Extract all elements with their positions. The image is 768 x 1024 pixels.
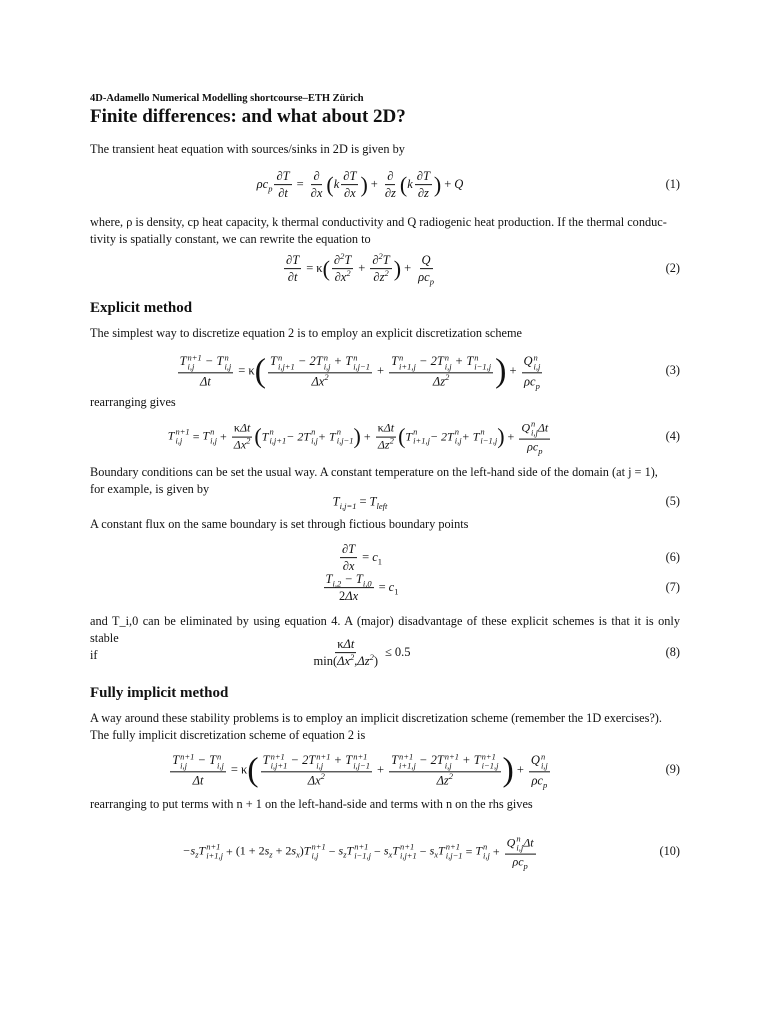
stability-paragraph: and T_i,0 can be eliminated by using equation 4. A (major) disadvantage of these explicit schemes is that it is only stable if [90, 614, 680, 662]
page-title: Finite differences: and what about 2D? [90, 106, 406, 127]
equation-number: (5) [665, 494, 680, 508]
equation-number: (4) [665, 429, 680, 443]
where-paragraph: where, ρ is density, cp heat capacity, k thermal conductivity and Q radiogenic heat production. If the thermal conduc- tivity is spatially constant, we can rewrite the equation to [90, 215, 667, 246]
implicit-intro: A way around these stability problems is to employ an implicit discretization scheme (remember the 1D exercises?). The fully implicit discretization scheme of equation 2 is [90, 711, 662, 742]
boundary-paragraph: Boundary conditions can be set the usual way. A constant temperature on the left-hand side of the domain (at j = 1), for example, is given by [90, 465, 658, 496]
equation-number: (8) [665, 645, 680, 659]
equation-number: (10) [659, 844, 680, 858]
equation-number: (7) [665, 580, 680, 594]
equation-number: (6) [665, 550, 680, 564]
rearranging-text: rearranging gives [90, 395, 176, 409]
equation-number: (9) [665, 762, 680, 776]
section-implicit-method: Fully implicit method [90, 685, 229, 701]
course-header: 4D-Adamello Numerical Modelling shortcourse–ETH Zürich [90, 93, 364, 104]
equation-number: (1) [665, 177, 680, 191]
rearranging-implicit-text: rearranging to put terms with n + 1 on the left-hand-side and terms with n on the rhs gives [90, 797, 533, 811]
equation-number: (2) [665, 261, 680, 275]
equation-number: (3) [665, 363, 680, 377]
paper-page: 4D-Adamello Numerical Modelling shortcourse–ETH Zürich Finite differences: and what about 2D? The transient heat equation with sources/sinks in 2D is given by $\rho c_p$ $\frac{\partial T}{\partial t}$ = $\frac{\partial}{\partial x}$ ( k $\frac{\partial T}{\partial x}$ ) + $\frac{\partial}{\partial z}$ ( k $\frac{\partial T}{\partial z}$ ) + Q (1) where, ρ is density, cp heat capacity, k thermal conductivity and Q radiogenic heat production. If the thermal conduc- tivity is spatially constant, we can rewrite the equation to $\frac{\partial T}{\partial t}$ = κ ( $\frac{\partial^2T}{\partial x^2}$ + $\frac{\partial^2T}{\partial z^2}$ ) + $\frac{Q}{\rho c_p}$ (2) Explicit method The simplest way to discretize equation 2 is to employ an explicit discretization scheme T n+1 i,j − T n i,j Δt = κ ( T n i,j+1 − 2T n i,j + T n i,j−1 $\Delta x^2$ + T n i+1,j − 2T n i,j + T n i−1,j $\Delta z^2$ ) + Q n i,j $\rho c_p$ (3) rearranging gives T n+1 i,j = T n i,j + $\frac{\text{κΔt}}{\Delta x^2}$ ( T n i,j+1 − 2T n i,j + T n i,j−1 ) + $\frac{\text{κΔt}}{\Delta z^2}$ ( T n i+1,j − 2T n i,j + T n i−1,j ) + Q n i,j Δt $\rho c_p$ (4) Boundary conditions can be set the usual way. A constant temperature on the left-hand side of the domain (at j = 1), for example, is given by $T_{i,j=1}$ = $T_{left}$ (5) A constant flux on the same boundary is set through fictious boundary points $\frac{\partial T}{\partial x}$ = $c_1$ (6) $\frac{T_{i,2} - T_{i,0}}{2\Delta x}$ = $c_1$ (7) and T_i,0 can be eliminated by using equation 4. A (major) disadvantage of these explicit schemes is that it is only stable if $\frac{\text{κΔt}}{\min(\Delta x^2,\Delta z^2)}$ ≤ 0.5 (8) Fully implicit method A way around these stability problems is to employ an implicit discretization scheme (remember the 1D exercises?). The fully implicit discretization scheme of equation 2 is T n+1 i,j − T n i,j Δt = κ ( T n+1 i,j+1 − 2T n+1 i,j + T n+1 i,j−1 $\Delta x^2$ + T n+1 i+1,j − 2T n+1 i,j + T n+1 i−1,j $\Delta z^2$ ) + Q n i,j $\rho c_p$ (9) rearranging to put terms with n + 1 on the left-hand-side and terms with n on the rhs gives $-s_zT$ n+1 i+1,j + $(1 + 2s_z + 2s_x)T$ n+1 i,j − $s_zT$ n+1 i−1,j − $s_xT$ n+1 i,j+1 − $s_xT$ n+1 i,j−1 = T n i,j + Q n i,j Δt $\rho c_p$ (10) [90, 93, 680, 871]
flux-paragraph: A constant flux on the same boundary is set through fictious boundary points [90, 517, 469, 531]
explicit-intro: The simplest way to discretize equation 2 is to employ an explicit discretization scheme [90, 326, 522, 340]
intro-paragraph: The transient heat equation with sources/sinks in 2D is given by [90, 142, 405, 156]
section-explicit-method: Explicit method [90, 300, 193, 316]
